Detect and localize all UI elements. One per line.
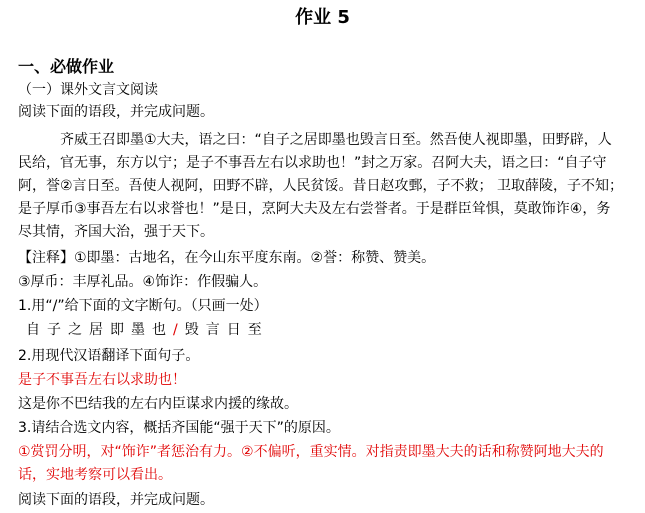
q2-sentence: 是子不事吾左右以求助也！ — [18, 372, 186, 388]
q3-answer-line: ①赏罚分明，对“饰诈”者惩治有力。②不偏听，重实情。对指责即墨大夫的话和称赞阿地大夫的 — [18, 444, 604, 460]
q1-sentence — [26, 320, 269, 340]
q3-answer-line: 话，实地考察可以看出。 — [18, 467, 172, 483]
subsection-title: （一）课外文言文阅读 — [18, 82, 158, 98]
q2-answer: 这是你不巴结我的左右内臣谋求内援的缘故。 — [18, 396, 298, 412]
passage-line: 是子厚币③事吾左右以求誉也！”是日，烹阿大夫及左右尝誉者。于是群臣耸惧，莫敢饰诈④，务 — [18, 201, 611, 217]
instruction: 阅读下面的语段，并完成问题。 — [18, 104, 214, 120]
passage-line: 阿，誉②言日至。吾使人视阿，田野不辟，人民贫馁。昔日赵攻鄄，子不救； 卫取薛陵，子不知； — [18, 178, 623, 194]
question-2: 2.用现代汉语翻译下面句子。 — [18, 348, 200, 364]
passage-line: 齐威王召即墨①大夫，语之曰：“自子之居即墨也毁言日至。然吾使人视即墨，田野辟，人 — [60, 132, 612, 148]
passage-line: 民给，官无事，东方以宁；是子不事吾左右以求助也！”封之万家。召阿大夫，语之曰：“自子守 — [18, 155, 607, 171]
passage-line: 尽其情，齐国大治，强于天下。 — [18, 224, 214, 240]
page-title: 作业 5 — [295, 7, 350, 28]
q1-slash: / — [173, 322, 185, 338]
q1-before: 自子之居即墨也 — [26, 322, 173, 338]
notes-line: ③厚币：丰厚礼品。④饰诈：作假骗人。 — [18, 274, 268, 290]
question-3: 3.请结合选文内容，概括齐国能“强于天下”的原因。 — [18, 420, 340, 436]
notes-line: 【注释】①即墨：古地名，在今山东平度东南。②誉：称赞、赞美。 — [18, 250, 436, 266]
question-1: 1.用“/”给下面的文字断句。（只画一处） — [18, 298, 268, 314]
section-title: 一、必做作业 — [18, 57, 115, 76]
footer-instruction: 阅读下面的语段，并完成问题。 — [18, 492, 214, 508]
q1-after: 毁言日至 — [184, 322, 269, 338]
